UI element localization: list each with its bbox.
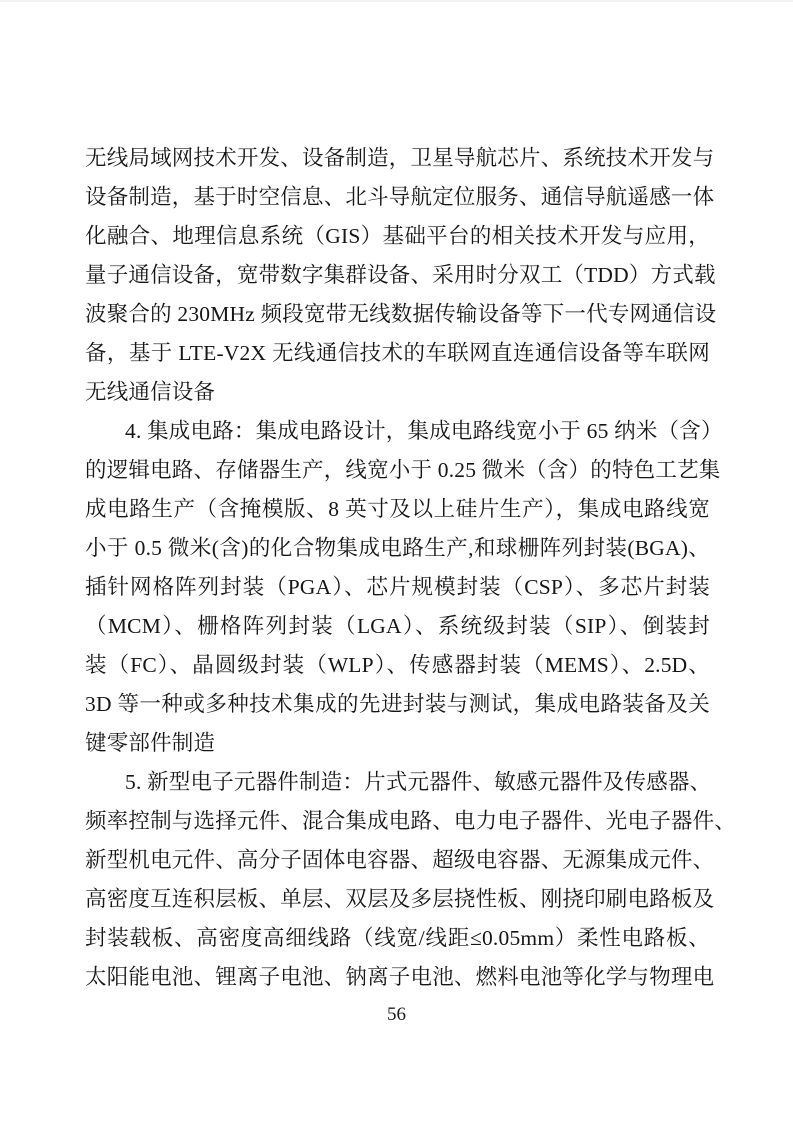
text-line: （MCM）、栅格阵列封装（LGA）、系统级封装（SIP）、倒装封 [85, 614, 710, 638]
text-line: 频率控制与选择元件、混合集成电路、电力电子器件、光电子器件、 [85, 809, 737, 833]
text-line: 的逻辑电路、存储器生产，线宽小于 0.25 微米（含）的特色工艺集 [85, 458, 721, 482]
text-line: 新型机电元件、高分子固体电容器、超级电容器、无源集成元件、 [85, 848, 715, 872]
text-line: 化融合、地理信息系统（GIS）基础平台的相关技术开发与应用， [85, 224, 710, 248]
text-line: 装（FC）、晶圆级封装（WLP）、传感器封装（MEMS）、2.5D、 [85, 653, 710, 677]
text-line: 无线通信设备 [85, 380, 216, 404]
text-line-item-4: 4. 集成电路：集成电路设计，集成电路线宽小于 65 纳米（含） [125, 419, 723, 443]
text-line: 3D 等一种或多种技术集成的先进封装与测试，集成电路装备及关 [85, 692, 710, 716]
text-line: 键零部件制造 [85, 731, 216, 755]
text-line: 量子通信设备，宽带数字集群设备、采用时分双工（TDD）方式载 [85, 263, 716, 287]
text-line: 封装载板、高密度高细线路（线宽/线距≤0.05mm）柔性电路板、 [85, 926, 710, 950]
text-line: 高密度互连积层板、单层、双层及多层挠性板、刚挠印刷电路板及 [85, 887, 715, 911]
text-line: 设备制造，基于时空信息、北斗导航定位服务、通信导航遥感一体 [85, 185, 715, 209]
text-line: 备，基于 LTE-V2X 无线通信技术的车联网直连通信设备等车联网 [85, 341, 710, 365]
text-line: 插针网格阵列封装（PGA）、芯片规模封装（CSP）、多芯片封装 [85, 575, 710, 599]
text-line-item-5: 5. 新型电子元器件制造：片式元器件、敏感元器件及传感器、 [125, 770, 712, 794]
text-line: 成电路生产（含掩模版、8 英寸及以上硅片生产），集成电路线宽 [85, 497, 710, 521]
text-line: 太阳能电池、锂离子电池、钠离子电池、燃料电池等化学与物理电 [85, 965, 715, 989]
text-line: 小于 0.5 微米(含)的化合物集成电路生产,和球栅阵列封装(BGA)、 [85, 536, 710, 560]
text-line: 无线局域网技术开发、设备制造，卫星导航芯片、系统技术开发与 [85, 146, 715, 170]
page-number: 56 [387, 1004, 406, 1025]
body-text [85, 139, 737, 997]
text-line: 波聚合的 230MHz 频段宽带无线数据传输设备等下一代专网通信设 [85, 302, 717, 326]
